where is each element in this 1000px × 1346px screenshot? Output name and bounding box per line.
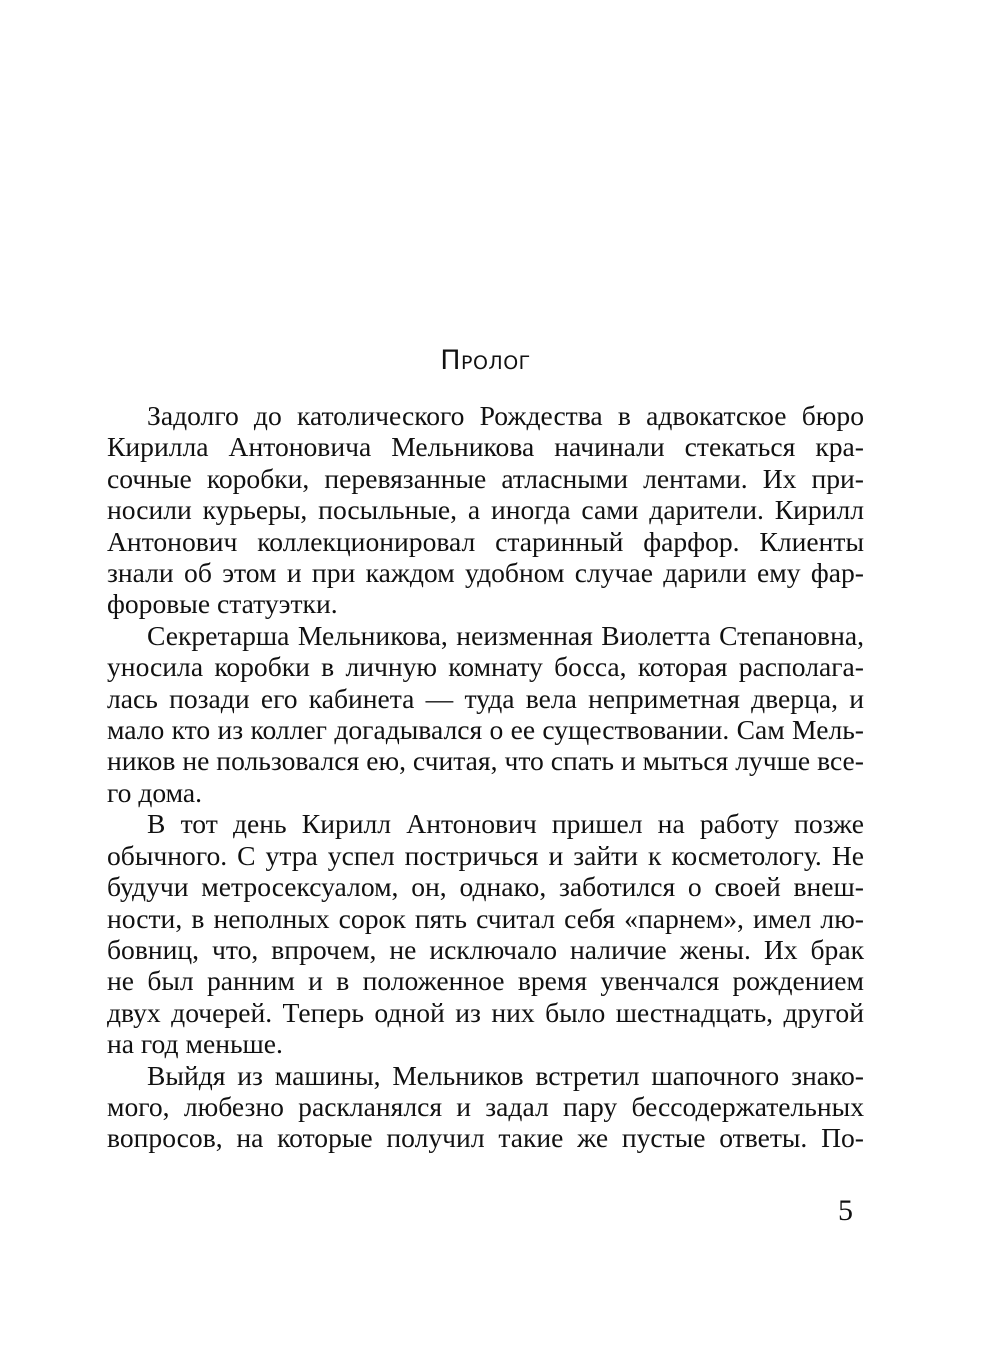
text-line: Кирилла Антоновича Мельникова начинали стекаться кра- [107,431,864,463]
text-line: мало кто из коллег догадывался о ее существовании. Сам Мель- [107,714,864,746]
text-line: го дома. [107,776,203,808]
text-line: на год меньше. [107,1028,283,1060]
paragraph-2 [107,620,864,808]
page-content [107,345,864,1154]
text-line: ников не пользовался ею, считая, что спать и мыться лучше все- [107,745,864,777]
text-line: обычного. С утра успел постричься и зайти к косметологу. Не [107,839,864,871]
text-line: не был ранним и в положенное время увенчался рождением [107,965,864,997]
text-line: знали об этом и при каждом удобном случае дарили ему фар- [107,557,864,589]
page-number: 5 [838,1194,853,1227]
text-line: лась позади его кабинета — туда вела неприметная дверца, и [107,682,864,714]
text-line: форовые статуэтки. [107,588,338,620]
text-line: двух дочерей. Теперь одной из них было шестнадцать, другой [107,996,864,1028]
text-line: будучи метросексуалом, он, однако, заботился о своей внеш- [107,871,864,903]
chapter-title: Пролог [440,345,531,376]
text-line: бовниц, что, впрочем, не исключало наличие жены. Их брак [107,933,864,965]
text-line: носили курьеры, посыльные, а иногда сами дарители. Кирилл [107,494,864,526]
text-line: мого, любезно раскланялся и задал пару бессодержательных [107,1090,864,1122]
text-line: вопросов, на которые получил такие же пустые ответы. По- [107,1122,864,1154]
text-line: ности, в неполных сорок пять считал себя «парнем», имел лю- [107,902,864,934]
text-line: Выйдя из машины, Мельников встретил шапочного знако- [147,1059,864,1091]
paragraph-1 [107,400,864,620]
paragraph-3 [107,808,864,1059]
paragraph-4 [107,1060,864,1154]
text-line: Секретарша Мельникова, неизменная Виолетта Степановна, [147,619,864,651]
text-line: В тот день Кирилл Антонович пришел на работу позже [147,808,864,840]
text-line: Задолго до католического Рождества в адвокатское бюро [147,400,864,431]
text-line: Антонович коллекционировал старинный фарфор. Клиенты [107,525,864,557]
text-line: уносила коробки в личную комнату босса, которая располага- [107,651,864,683]
text-line: сочные коробки, перевязанные атласными лентами. Их при- [107,462,864,494]
